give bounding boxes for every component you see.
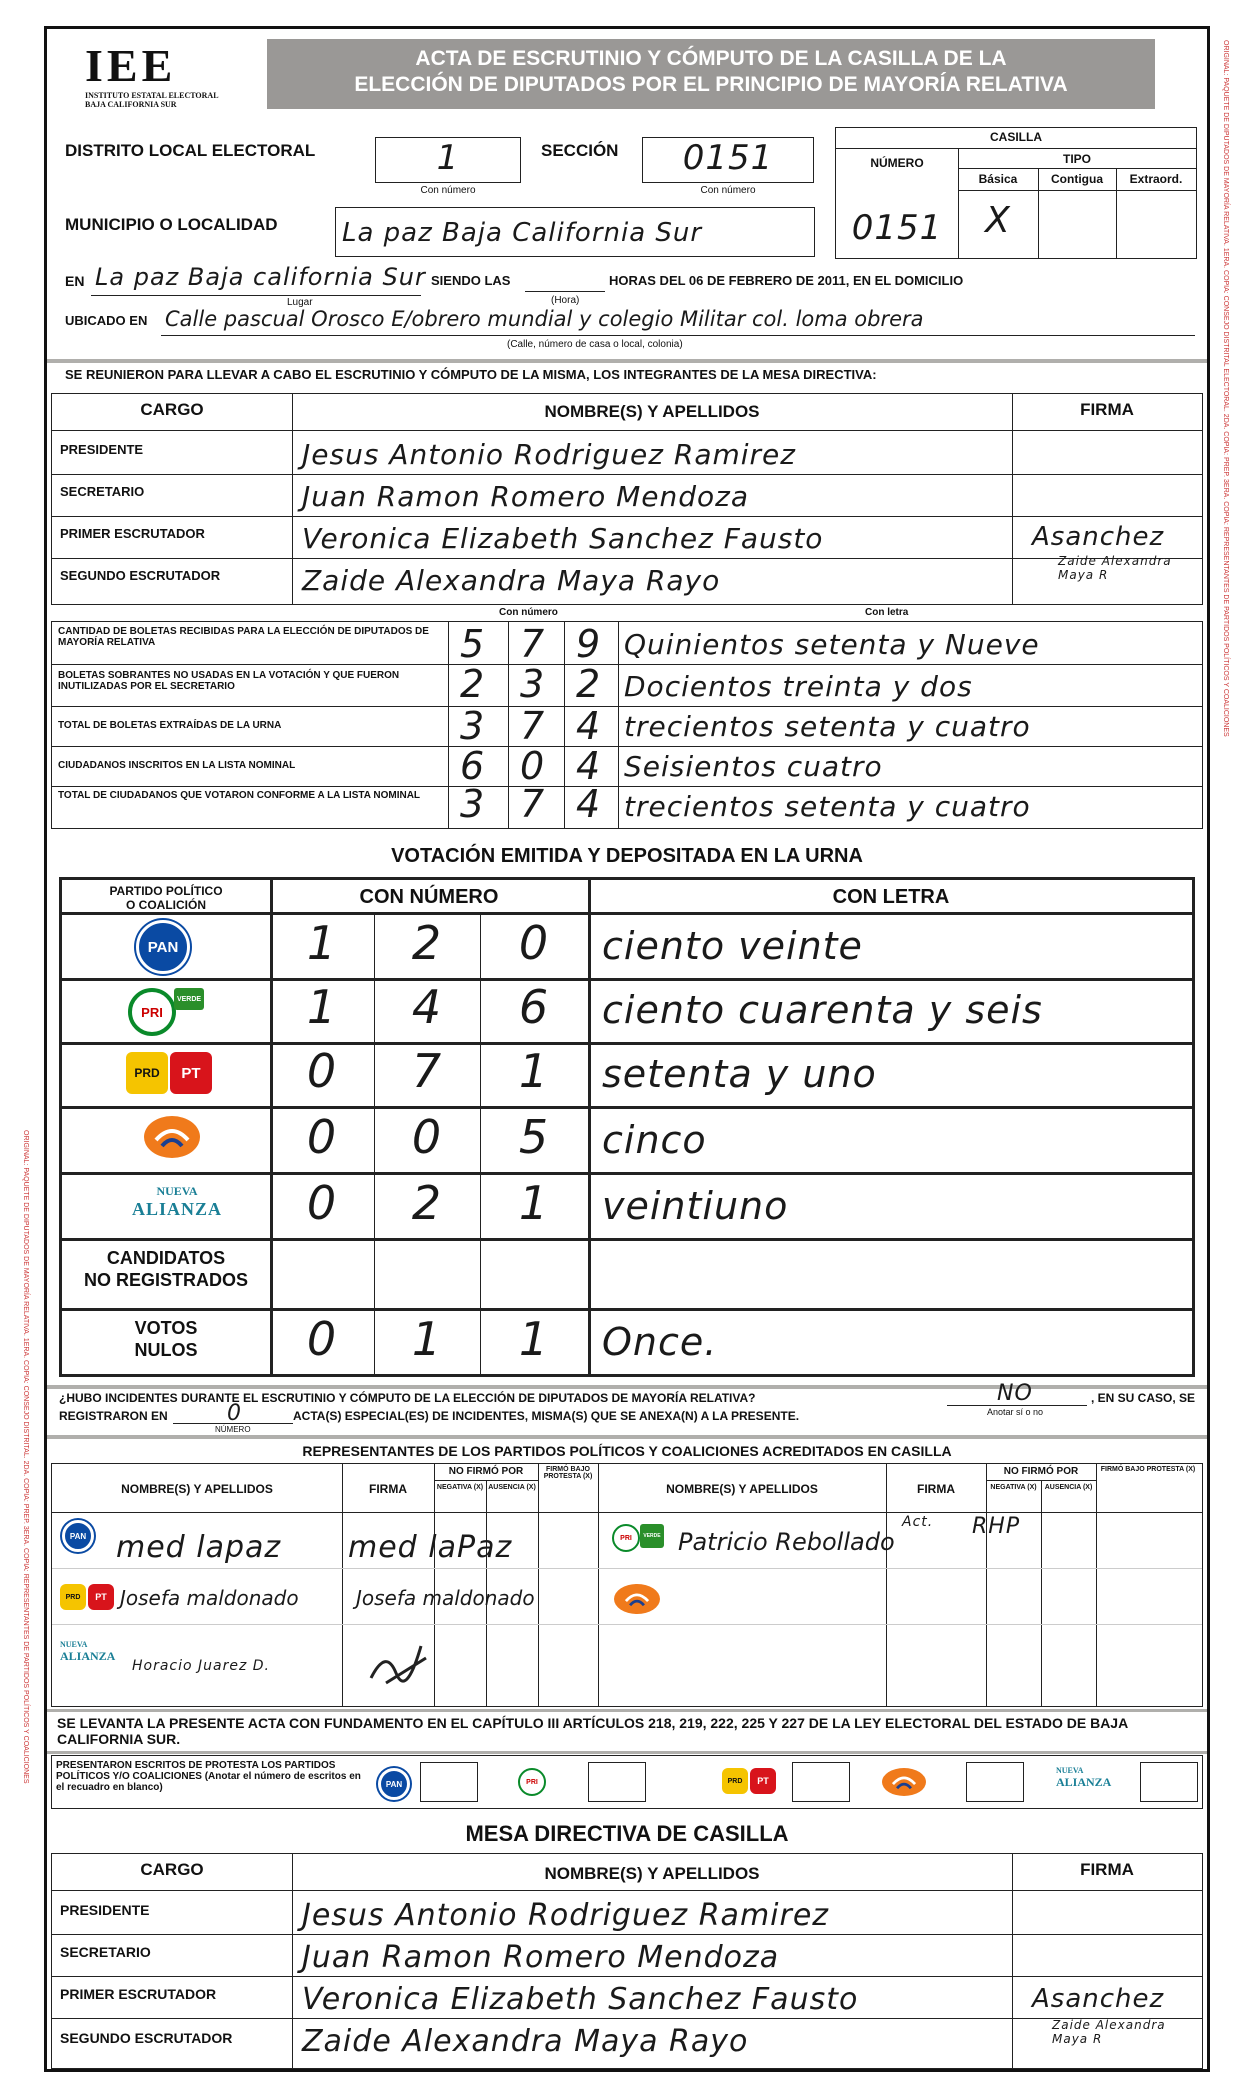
left-margin-note: ORIGINAL: PAQUETE DE DIPUTADOS DE MAYORÍA RELATIVA. 1ERA. COPIA: CONSEJO DISTRITAL. 2DA. COPIA: PREP. 3ERA. COPIA: REPRESENTANTES DE PARTIDOS POLÍTICOS Y COALICIONES xyxy=(22,1130,29,1784)
lugar-hint: Lugar xyxy=(287,297,313,308)
seccion-field[interactable]: 0151 xyxy=(642,137,814,183)
rep-pri-extra: Act. xyxy=(902,1514,934,1530)
rep-pan-firma[interactable]: med laPaz xyxy=(348,1530,513,1565)
pan-logo: PAN xyxy=(136,920,190,974)
firma-escrutador: Asanchez xyxy=(1032,522,1165,552)
casilla-box: CASILLA NÚMERO TIPO Básica Contigua Extraord. 0151 X xyxy=(835,127,1197,259)
right-margin-note: ORIGINAL: PAQUETE DE DIPUTADOS DE MAYORÍA RELATIVA. 1ERA. COPIA: CONSEJO DISTRITAL ELECTORAL. 2DA. COPIA: PREP. 3ERA. COPIA: REPRESENTANTES DE PARTIDOS POLÍTICOS Y COALICIONES xyxy=(1222,40,1229,737)
mesa-table: CARGO NOMBRE(S) Y APELLIDOS FIRMA PRESIDENTE SECRETARIO PRIMER ESCRUTADOR SEGUNDO ESCRUTADOR Jesus Antonio Rodriguez Ramirez Juan Ramon Romero Mendoza Veronica Elizabeth Sanchez Fausto Zaide Alexandra Maya Rayo Asanchez Zaide Alexandra Maya R xyxy=(51,393,1203,605)
rep-na-firma-scribble xyxy=(366,1638,436,1688)
distrito-hint: Con número xyxy=(420,185,476,196)
municipio-field[interactable]: La paz Baja California Sur xyxy=(335,207,815,257)
calle-hint: (Calle, número de casa o local, colonia) xyxy=(507,339,683,350)
primer-escrutador-nombre[interactable]: Veronica Elizabeth Sanchez Fausto xyxy=(302,522,824,555)
rep-verde-logo: VERDE xyxy=(640,1524,664,1548)
votacion-title: VOTACIÓN EMITIDA Y DEPOSITADA EN LA URNA xyxy=(391,845,863,867)
conv-d3[interactable]: 5 xyxy=(518,1110,550,1164)
incidentes-line2a: REGISTRARON EN xyxy=(59,1409,168,1423)
protesta-pan-count[interactable] xyxy=(420,1762,478,1802)
pri-logo: PRI xyxy=(128,988,176,1036)
mesa2-firma-2: Zaide Alexandra Maya R xyxy=(1052,2018,1166,2046)
protesta-pri-count[interactable] xyxy=(588,1762,646,1802)
na-d1[interactable]: 0 xyxy=(306,1176,338,1230)
conv-d2[interactable]: 0 xyxy=(411,1110,443,1164)
mesa2-presidente[interactable]: Jesus Antonio Rodriguez Ramirez xyxy=(302,1898,830,1933)
presidente-nombre[interactable]: Jesus Antonio Rodriguez Ramirez xyxy=(302,438,796,471)
incidentes-line1: ¿HUBO INCIDENTES DURANTE EL ESCRUTINIO Y CÓMPUTO DE LA ELECCIÓN DE DIPUTADOS DE MAYORÍA RELATIVA? xyxy=(59,1391,756,1405)
hora-hint: (Hora) xyxy=(551,295,580,306)
na-d2[interactable]: 2 xyxy=(411,1176,443,1230)
pan-d3[interactable]: 0 xyxy=(518,916,550,970)
nueva-alianza-logo: NUEVA ALIANZA xyxy=(131,1184,222,1219)
rep-pri-logo: PRI xyxy=(612,1524,640,1552)
siendo-label: SIENDO LAS xyxy=(431,273,511,288)
protesta-conv-count[interactable] xyxy=(966,1762,1024,1802)
mesa2-table: CARGO NOMBRE(S) Y APELLIDOS FIRMA PRESIDENTE SECRETARIO PRIMER ESCRUTADOR SEGUNDO ESCRUTADOR Jesus Antonio Rodriguez Ramirez Juan Ramon Romero Mendoza Veronica Elizabeth Sanchez Fausto Zaide Alexandra Maya Rayo Asanchez Zaide Alexandra Maya R xyxy=(51,1853,1203,2069)
horas-text: HORAS DEL 06 DE FEBRERO DE 2011, EN EL DOMICILIO xyxy=(609,273,964,288)
boletas-table: CANTIDAD DE BOLETAS RECIBIDAS PARA LA ELECCIÓN DE DIPUTADOS DE MAYORÍA RELATIVA BOLETAS SOBRANTES NO USADAS EN LA VOTACIÓN Y QUE FUERON INUTILIZADAS POR EL SECRETARIO TOTAL DE BOLETAS EXTRAÍDAS DE LA URNA CIUDADANOS INSCRITOS EN LA LISTA NOMINAL TOTAL DE CIUDADANOS QUE VOTARON CONFORME A LA LISTA NOMINAL 5 7 9 Quinientos setenta y Nueve 2 3 2 Docientos treinta y dos 3 7 4 trecientos setenta y cuatro 6 0 4 Seisientos cuatro 3 7 4 trecientos setenta y cuatro xyxy=(51,621,1203,829)
mesa2-firma: Asanchez xyxy=(1032,1984,1165,2014)
pan-d1[interactable]: 1 xyxy=(306,916,338,970)
protesta-pan-logo: PAN xyxy=(378,1768,410,1800)
numero-hint: NÚMERO xyxy=(215,1425,251,1434)
pan-letra[interactable]: ciento veinte xyxy=(602,924,863,968)
convergencia-logo xyxy=(144,1116,200,1158)
si-no-hint: Anotar sí o no xyxy=(987,1407,1044,1417)
municipio-label: MUNICIPIO O LOCALIDAD xyxy=(65,215,278,234)
rep-na-nombre[interactable]: Horacio Juarez D. xyxy=(132,1658,271,1674)
pan-d2[interactable]: 2 xyxy=(411,916,443,970)
prd-pt-letra[interactable]: setenta y uno xyxy=(602,1052,877,1096)
protesta-prd-logo: PRD xyxy=(722,1768,748,1794)
protesta-pt-logo: PT xyxy=(750,1768,776,1794)
protesta-row: PRESENTARON ESCRITOS DE PROTESTA LOS PARTIDOS POLÍTICOS Y/O COALICIONES (Anotar el número de escritos en el recuadro en blanco) PAN PRI PRD PT NUEVA ALIANZA xyxy=(51,1755,1203,1809)
rep-conv-logo xyxy=(614,1584,660,1614)
seccion-label: SECCIÓN xyxy=(541,141,619,160)
conv-letra[interactable]: cinco xyxy=(602,1118,707,1162)
protesta-prd-count[interactable] xyxy=(792,1762,850,1802)
segundo-escrutador-nombre[interactable]: Zaide Alexandra Maya Rayo xyxy=(302,564,721,597)
mesa2-primer[interactable]: Veronica Elizabeth Sanchez Fausto xyxy=(302,1982,859,2017)
protesta-conv-logo xyxy=(882,1768,926,1796)
ubicado-value[interactable]: Calle pascual Orosco E/obrero mundial y colegio Militar col. loma obrera xyxy=(165,307,924,331)
boletas-letra-h: Con letra xyxy=(865,607,909,618)
rep-prd-nombre[interactable]: Josefa maldonado xyxy=(120,1586,299,1610)
reunieron-text: SE REUNIERON PARA LLEVAR A CABO EL ESCRUTINIO Y CÓMPUTO DE LA MISMA, LOS INTEGRANTES DE LA MESA DIRECTIVA: xyxy=(65,367,877,382)
distrito-field[interactable]: 1 xyxy=(375,137,521,183)
mesa2-segundo[interactable]: Zaide Alexandra Maya Rayo xyxy=(302,2024,749,2059)
incidentes-si-no[interactable]: NO xyxy=(997,1381,1033,1406)
firma-escrutador-2: Zaide Alexandra Maya R xyxy=(1058,554,1172,582)
rep-pan-nombre[interactable]: med lapaz xyxy=(116,1530,282,1565)
rep-pt-logo: PT xyxy=(88,1584,114,1610)
rep-prd-logo: PRD xyxy=(60,1584,86,1610)
pri-d1[interactable]: 1 xyxy=(306,980,338,1034)
incidentes-line1-end: , EN SU CASO, SE xyxy=(1091,1391,1196,1405)
rep-pan-logo: PAN xyxy=(62,1520,94,1552)
rep-pri-firma[interactable]: RHP xyxy=(972,1514,1021,1539)
boletas-num-h: Con número xyxy=(499,607,558,618)
protesta-na-count[interactable] xyxy=(1140,1762,1198,1802)
votacion-table: PARTIDO POLÍTICO O COALICIÓN CON NÚMERO CON LETRA PAN PRI VERDE PRD PT NUEVA ALIANZA CANDIDATOS NO REGISTRADOS VOTOS NULOS 1 2 0 ciento veinte 1 4 6 ciento cuarenta y seis 0 7 1 setenta y uno 0 0 5 cinco 0 2 1 veintiuno 0 1 1 Once. xyxy=(59,877,1195,1377)
prd-pt-d2[interactable]: 7 xyxy=(411,1044,443,1098)
protesta-na-logo: NUEVA ALIANZA xyxy=(1056,1766,1112,1789)
prd-pt-d3[interactable]: 1 xyxy=(518,1044,550,1098)
secretario-nombre[interactable]: Juan Ramon Romero Mendoza xyxy=(302,480,749,513)
na-letra[interactable]: veintiuno xyxy=(602,1184,789,1228)
pri-d2[interactable]: 4 xyxy=(411,980,443,1034)
en-label: EN xyxy=(65,273,85,289)
actas-value[interactable]: 0 xyxy=(227,1401,242,1426)
na-d3[interactable]: 1 xyxy=(518,1176,550,1230)
conv-d1[interactable]: 0 xyxy=(306,1110,338,1164)
distrito-label: DISTRITO LOCAL ELECTORAL xyxy=(65,141,316,160)
nulos-d1[interactable]: 0 xyxy=(306,1312,338,1366)
prd-pt-d1[interactable]: 0 xyxy=(306,1044,338,1098)
ieebc-logo: IEE INSTITUTO ESTATAL ELECTORAL BAJA CALIFORNIA SUR xyxy=(85,40,219,109)
nulos-letra[interactable]: Once. xyxy=(602,1320,718,1364)
rep-pri-nombre[interactable]: Patricio Rebollado xyxy=(678,1528,895,1556)
rep-na-logo: NUEVA ALIANZA xyxy=(60,1640,116,1663)
prd-logo: PRD xyxy=(126,1052,168,1094)
mesa2-secretario[interactable]: Juan Ramon Romero Mendoza xyxy=(302,1940,780,1975)
pri-d3[interactable]: 6 xyxy=(518,980,550,1034)
verde-logo: VERDE xyxy=(174,988,204,1010)
acta-sheet xyxy=(44,26,1210,2072)
seccion-hint: Con número xyxy=(700,185,756,196)
pt-logo: PT xyxy=(170,1052,212,1094)
en-value[interactable]: La paz Baja california Sur xyxy=(95,263,426,291)
incidentes-line2b: ACTA(S) ESPECIAL(ES) DE INCIDENTES, MISMA(S) QUE SE ANEXA(N) A LA PRESENTE. xyxy=(293,1409,800,1423)
basica-mark[interactable]: X xyxy=(985,200,1011,241)
protesta-pri-logo: PRI xyxy=(518,1768,546,1796)
fundamento-text: SE LEVANTA LA PRESENTE ACTA CON FUNDAMENTO EN EL CAPÍTULO III ARTÍCULOS 218, 219, 222, 225 Y 227 DE LA LEY ELECTORAL DEL ESTADO DE BAJA CALIFORNIA SUR. xyxy=(57,1715,1128,1747)
acta-title: ACTA DE ESCRUTINIO Y CÓMPUTO DE LA CASILLA DE LA ELECCIÓN DE DIPUTADOS POR EL PRINCIPIO DE MAYORÍA RELATIVA xyxy=(267,39,1155,109)
nulos-d2[interactable]: 1 xyxy=(411,1312,443,1366)
representantes-table: NOMBRE(S) Y APELLIDOS FIRMA NO FIRMÓ POR NEGATIVA (X) AUSENCIA (X) FIRMÓ BAJO PROTESTA (X) NOMBRE(S) Y APELLIDOS FIRMA NO FIRMÓ POR NEGATIVA (X) AUSENCIA (X) FIRMÓ BAJO PROTESTA (X) PAN PRD PT NUEVA ALIANZA med lapaz med laPaz Josefa maldonado Josefa maldonado Horacio Juarez D. PRI VERDE Patricio Rebollado Act. RHP xyxy=(51,1463,1203,1707)
mesa2-title: MESA DIRECTIVA DE CASILLA xyxy=(465,1821,789,1846)
nulos-d3[interactable]: 1 xyxy=(518,1312,550,1366)
pri-letra[interactable]: ciento cuarenta y seis xyxy=(602,988,1043,1032)
representantes-title: REPRESENTANTES DE LOS PARTIDOS POLÍTICOS Y COALICIONES ACREDITADOS EN CASILLA xyxy=(302,1443,952,1459)
casilla-numero[interactable]: 0151 xyxy=(851,208,943,248)
ubicado-label: UBICADO EN xyxy=(65,313,148,328)
rep-prd-firma[interactable]: Josefa maldonado xyxy=(356,1586,535,1610)
